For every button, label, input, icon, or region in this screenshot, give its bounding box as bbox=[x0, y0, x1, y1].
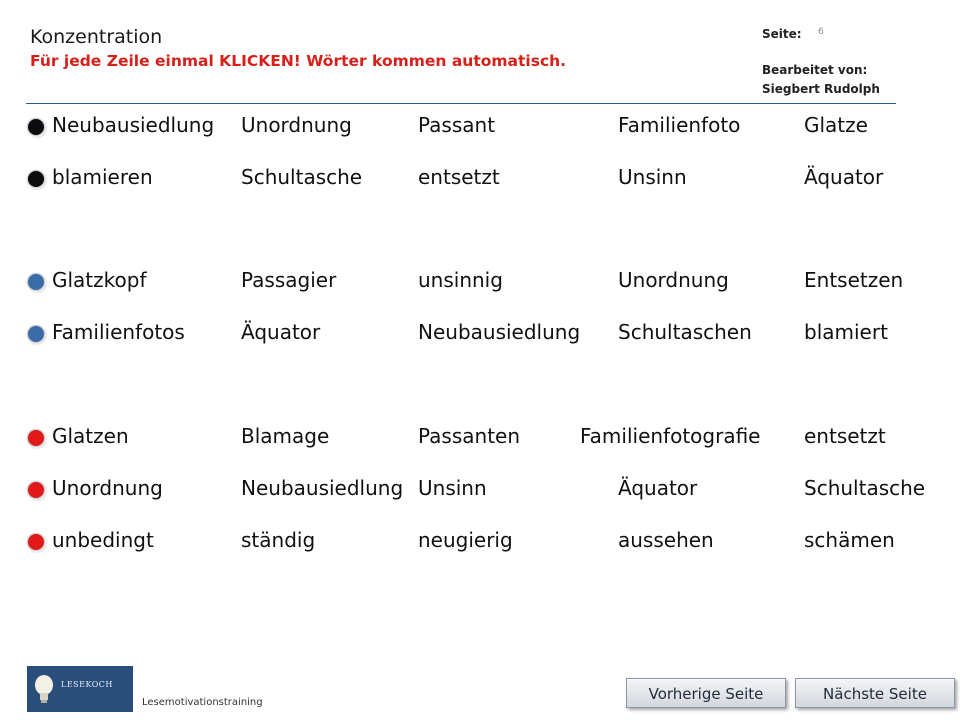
word: Äquator bbox=[241, 320, 321, 344]
word: Blamage bbox=[241, 424, 330, 448]
word: Entsetzen bbox=[804, 268, 904, 292]
word-row bbox=[0, 524, 960, 556]
header-divider bbox=[26, 103, 896, 104]
word-row bbox=[0, 161, 960, 193]
row-click-bullet[interactable] bbox=[27, 118, 45, 136]
word: Schultaschen bbox=[618, 320, 752, 344]
page-title: Konzentration bbox=[30, 26, 163, 48]
lesekoch-logo bbox=[27, 666, 133, 712]
word: neugierig bbox=[418, 528, 513, 552]
word: entsetzt bbox=[804, 424, 886, 448]
word: Äquator bbox=[618, 476, 698, 500]
edited-by-label: Bearbeitet von: bbox=[762, 63, 868, 77]
next-page-button[interactable]: Nächste Seite bbox=[795, 678, 955, 708]
row-click-bullet[interactable] bbox=[27, 273, 45, 291]
word-row bbox=[0, 472, 960, 504]
word: Schultasche bbox=[804, 476, 926, 500]
word: Unsinn bbox=[618, 165, 687, 189]
word: Unordnung bbox=[241, 113, 352, 137]
page-number: 6 bbox=[818, 27, 824, 37]
row-click-bullet[interactable] bbox=[27, 429, 45, 447]
word-row bbox=[0, 109, 960, 141]
row-click-bullet[interactable] bbox=[27, 481, 45, 499]
row-click-bullet[interactable] bbox=[27, 533, 45, 551]
program-name: Lesemotivationstraining bbox=[142, 697, 263, 708]
word: Glatze bbox=[804, 113, 868, 137]
author-name: Siegbert Rudolph bbox=[762, 82, 880, 96]
logo-text: LESEKOCH bbox=[61, 680, 113, 689]
word: Unordnung bbox=[52, 476, 163, 500]
word: Neubausiedlung bbox=[418, 320, 581, 344]
word-row bbox=[0, 420, 960, 452]
previous-page-button[interactable]: Vorherige Seite bbox=[626, 678, 786, 708]
word: Familienfoto bbox=[618, 113, 741, 137]
lightbulb-icon bbox=[33, 674, 55, 704]
word: Passanten bbox=[418, 424, 521, 448]
word: Neubausiedlung bbox=[241, 476, 404, 500]
word: Äquator bbox=[804, 165, 884, 189]
word: blamieren bbox=[52, 165, 153, 189]
row-click-bullet[interactable] bbox=[27, 325, 45, 343]
instruction-text: Für jede Zeile einmal KLICKEN! Wörter kommen automatisch. bbox=[30, 52, 567, 70]
word: Schultasche bbox=[241, 165, 363, 189]
word: unbedingt bbox=[52, 528, 154, 552]
word: Glatzen bbox=[52, 424, 129, 448]
page-label: Seite: bbox=[762, 27, 802, 41]
word: Familienfotos bbox=[52, 320, 185, 344]
word: Unsinn bbox=[418, 476, 487, 500]
word: blamiert bbox=[804, 320, 888, 344]
word: Neubausiedlung bbox=[52, 113, 215, 137]
word: Glatzkopf bbox=[52, 268, 147, 292]
word: schämen bbox=[804, 528, 895, 552]
word: Passagier bbox=[241, 268, 337, 292]
word: Familienfotografie bbox=[580, 424, 761, 448]
word-row bbox=[0, 264, 960, 296]
word: Unordnung bbox=[618, 268, 729, 292]
word: aussehen bbox=[618, 528, 714, 552]
word-row bbox=[0, 316, 960, 348]
word: entsetzt bbox=[418, 165, 500, 189]
word: ständig bbox=[241, 528, 316, 552]
word: unsinnig bbox=[418, 268, 503, 292]
word: Passant bbox=[418, 113, 496, 137]
row-click-bullet[interactable] bbox=[27, 170, 45, 188]
